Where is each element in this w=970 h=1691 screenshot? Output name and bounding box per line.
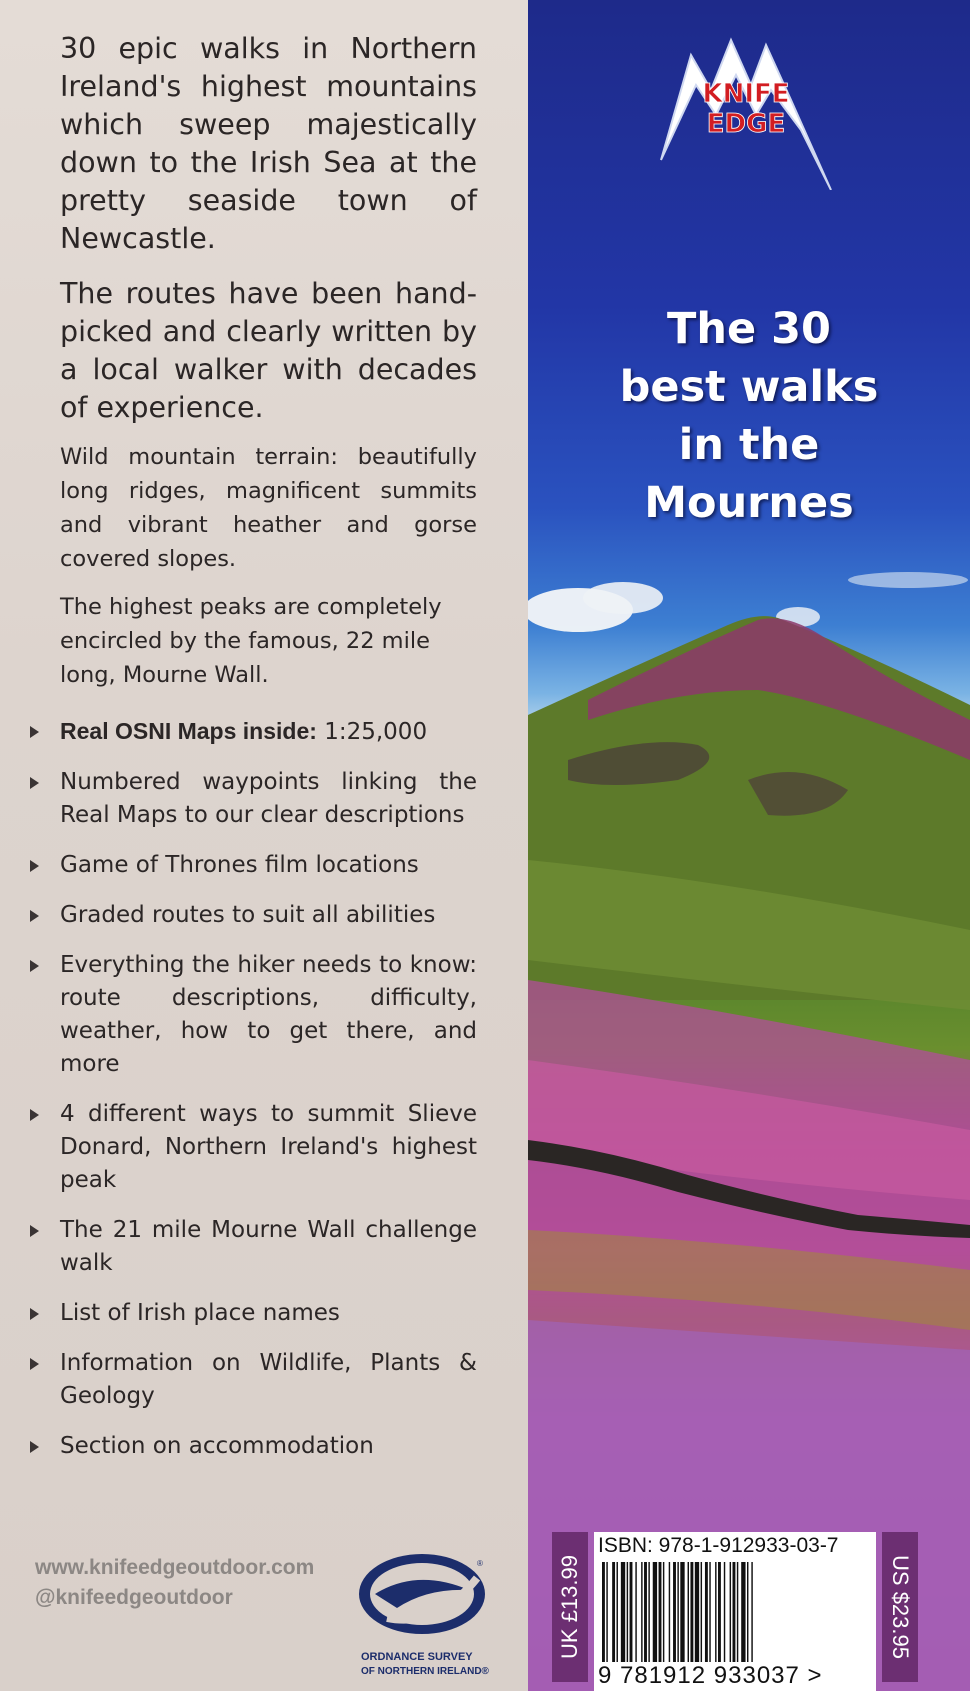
osni-maps-bold: Real OSNI Maps inside: bbox=[60, 718, 317, 744]
publisher-web bbox=[35, 1553, 314, 1613]
title-line: best walks bbox=[619, 362, 879, 412]
intro-paragraph: 30 epic walks in Northern Ireland's highest mountains which sweep majestically down to the Irish Sea at the pretty seaside town of Newcastle. bbox=[60, 32, 477, 255]
barcode-bar bbox=[695, 1562, 699, 1662]
list-item-text: List of Irish place names bbox=[60, 1300, 340, 1326]
cover-photo-panel bbox=[528, 0, 970, 1691]
website-link[interactable]: www.knifeedgeoutdoor.com bbox=[35, 1556, 315, 1579]
barcode-bar bbox=[747, 1562, 748, 1662]
bullet-arrow-icon bbox=[30, 910, 39, 922]
bullet-arrow-icon bbox=[30, 1358, 39, 1370]
price-us-label bbox=[882, 1532, 918, 1682]
list-item-text: Graded routes to suit all abilities bbox=[60, 902, 436, 928]
knife-edge-logo bbox=[651, 30, 841, 190]
terrain-paragraph: Wild mountain terrain: beautifully long ridges, magnificent summits and vibrant heather and gorse covered slopes. bbox=[60, 444, 477, 572]
list-item-text: Everything the hiker needs to know: route descriptions, difficulty, weather, how to get there, and more bbox=[60, 952, 477, 1077]
list-item bbox=[28, 949, 477, 1081]
barcode-bar bbox=[635, 1562, 636, 1662]
title-line: Mournes bbox=[644, 478, 854, 528]
title-line: in the bbox=[678, 420, 820, 470]
barcode-bar bbox=[688, 1562, 689, 1662]
list-item-text: Numbered waypoints linking the Real Maps to our clear descriptions bbox=[60, 769, 477, 828]
list-item bbox=[28, 899, 477, 932]
barcode-bar bbox=[741, 1562, 745, 1662]
barcode-bar bbox=[602, 1562, 605, 1662]
svg-text:®: ® bbox=[477, 1559, 483, 1568]
barcode-bar bbox=[724, 1562, 725, 1662]
list-item bbox=[28, 1214, 477, 1280]
barcode-bar bbox=[648, 1562, 649, 1662]
barcode-bar bbox=[690, 1562, 693, 1662]
barcode-digits: 9 781912 933037 > bbox=[598, 1662, 823, 1689]
list-item-text: 4 different ways to summit Slieve Donard, Northern Ireland's highest peak bbox=[60, 1101, 477, 1193]
price-us-text: US $23.95 bbox=[888, 1555, 913, 1659]
bullet-arrow-icon bbox=[30, 960, 39, 972]
list-item bbox=[28, 849, 477, 882]
mountain-landscape-image bbox=[528, 0, 970, 1691]
isbn-label: ISBN: 978-1-912933-03-7 bbox=[598, 1534, 839, 1557]
list-item bbox=[28, 1297, 477, 1330]
social-handle[interactable]: @knifeedgeoutdoor bbox=[35, 1586, 233, 1609]
barcode-bar bbox=[630, 1562, 633, 1662]
barcode-bar bbox=[730, 1562, 731, 1662]
peaks-paragraph: The highest peaks are completely encircled by the famous, 22 mile long, Mourne Wall. bbox=[60, 594, 442, 688]
barcode-bars bbox=[602, 1562, 868, 1662]
barcode-bar bbox=[715, 1562, 716, 1662]
list-item-text: Section on accommodation bbox=[60, 1433, 374, 1459]
barcode-bar bbox=[680, 1562, 684, 1662]
barcode-bar bbox=[673, 1562, 676, 1662]
barcode-bar bbox=[621, 1562, 625, 1662]
bullet-arrow-icon bbox=[30, 860, 39, 872]
list-item-text: Game of Thrones film locations bbox=[60, 852, 419, 878]
list-item bbox=[28, 1347, 477, 1413]
barcode-bar bbox=[641, 1562, 642, 1662]
barcode-bar bbox=[627, 1562, 628, 1662]
ordnance-survey-logo bbox=[357, 1548, 507, 1688]
barcode-bar bbox=[677, 1562, 678, 1662]
list-item-text: Information on Wildlife, Plants & Geology bbox=[60, 1350, 477, 1409]
barcode-bar bbox=[653, 1562, 657, 1662]
barcode-bar bbox=[705, 1562, 708, 1662]
barcode-bar bbox=[733, 1562, 736, 1662]
list-item-text: The 21 mile Mourne Wall challenge walk bbox=[60, 1217, 477, 1276]
bullet-arrow-icon bbox=[30, 777, 39, 789]
bullet-arrow-icon bbox=[30, 1109, 39, 1121]
title-line: The 30 bbox=[667, 304, 831, 354]
osni-maps-scale: 1:25,000 bbox=[316, 719, 428, 745]
list-item bbox=[28, 1430, 477, 1463]
barcode-bar bbox=[659, 1562, 662, 1662]
bullet-arrow-icon bbox=[30, 1441, 39, 1453]
bullet-arrow-icon bbox=[30, 1308, 39, 1320]
list-item bbox=[28, 1098, 477, 1197]
routes-paragraph: The routes have been hand-picked and clearly written by a local walker with decades of experience. bbox=[60, 277, 477, 424]
brand-line1: KNIFE bbox=[702, 79, 790, 109]
brand-line2: EDGE bbox=[706, 109, 786, 139]
bullet-arrow-icon bbox=[30, 726, 39, 738]
os-logo-line1: ORDNANCE SURVEY bbox=[361, 1651, 473, 1663]
barcode-bar bbox=[644, 1562, 647, 1662]
price-uk-label bbox=[552, 1532, 588, 1682]
barcode-bar bbox=[737, 1562, 738, 1662]
price-uk-text: UK £13.99 bbox=[557, 1555, 582, 1659]
barcode bbox=[594, 1532, 876, 1691]
cover-title bbox=[528, 300, 970, 532]
list-item bbox=[28, 715, 477, 749]
barcode-bar bbox=[669, 1562, 670, 1662]
os-logo-line2: OF NORTHERN IRELAND® bbox=[361, 1666, 489, 1677]
bullet-arrow-icon bbox=[30, 1225, 39, 1237]
barcode-bar bbox=[612, 1562, 615, 1662]
barcode-bar bbox=[701, 1562, 702, 1662]
barcode-bar bbox=[617, 1562, 618, 1662]
barcode-bar bbox=[751, 1562, 752, 1662]
barcode-block bbox=[552, 1532, 922, 1691]
feature-list bbox=[28, 715, 477, 1480]
barcode-bar bbox=[606, 1562, 607, 1662]
barcode-bar bbox=[663, 1562, 664, 1662]
barcode-bar bbox=[718, 1562, 721, 1662]
barcode-bar bbox=[709, 1562, 710, 1662]
list-item bbox=[28, 766, 477, 832]
